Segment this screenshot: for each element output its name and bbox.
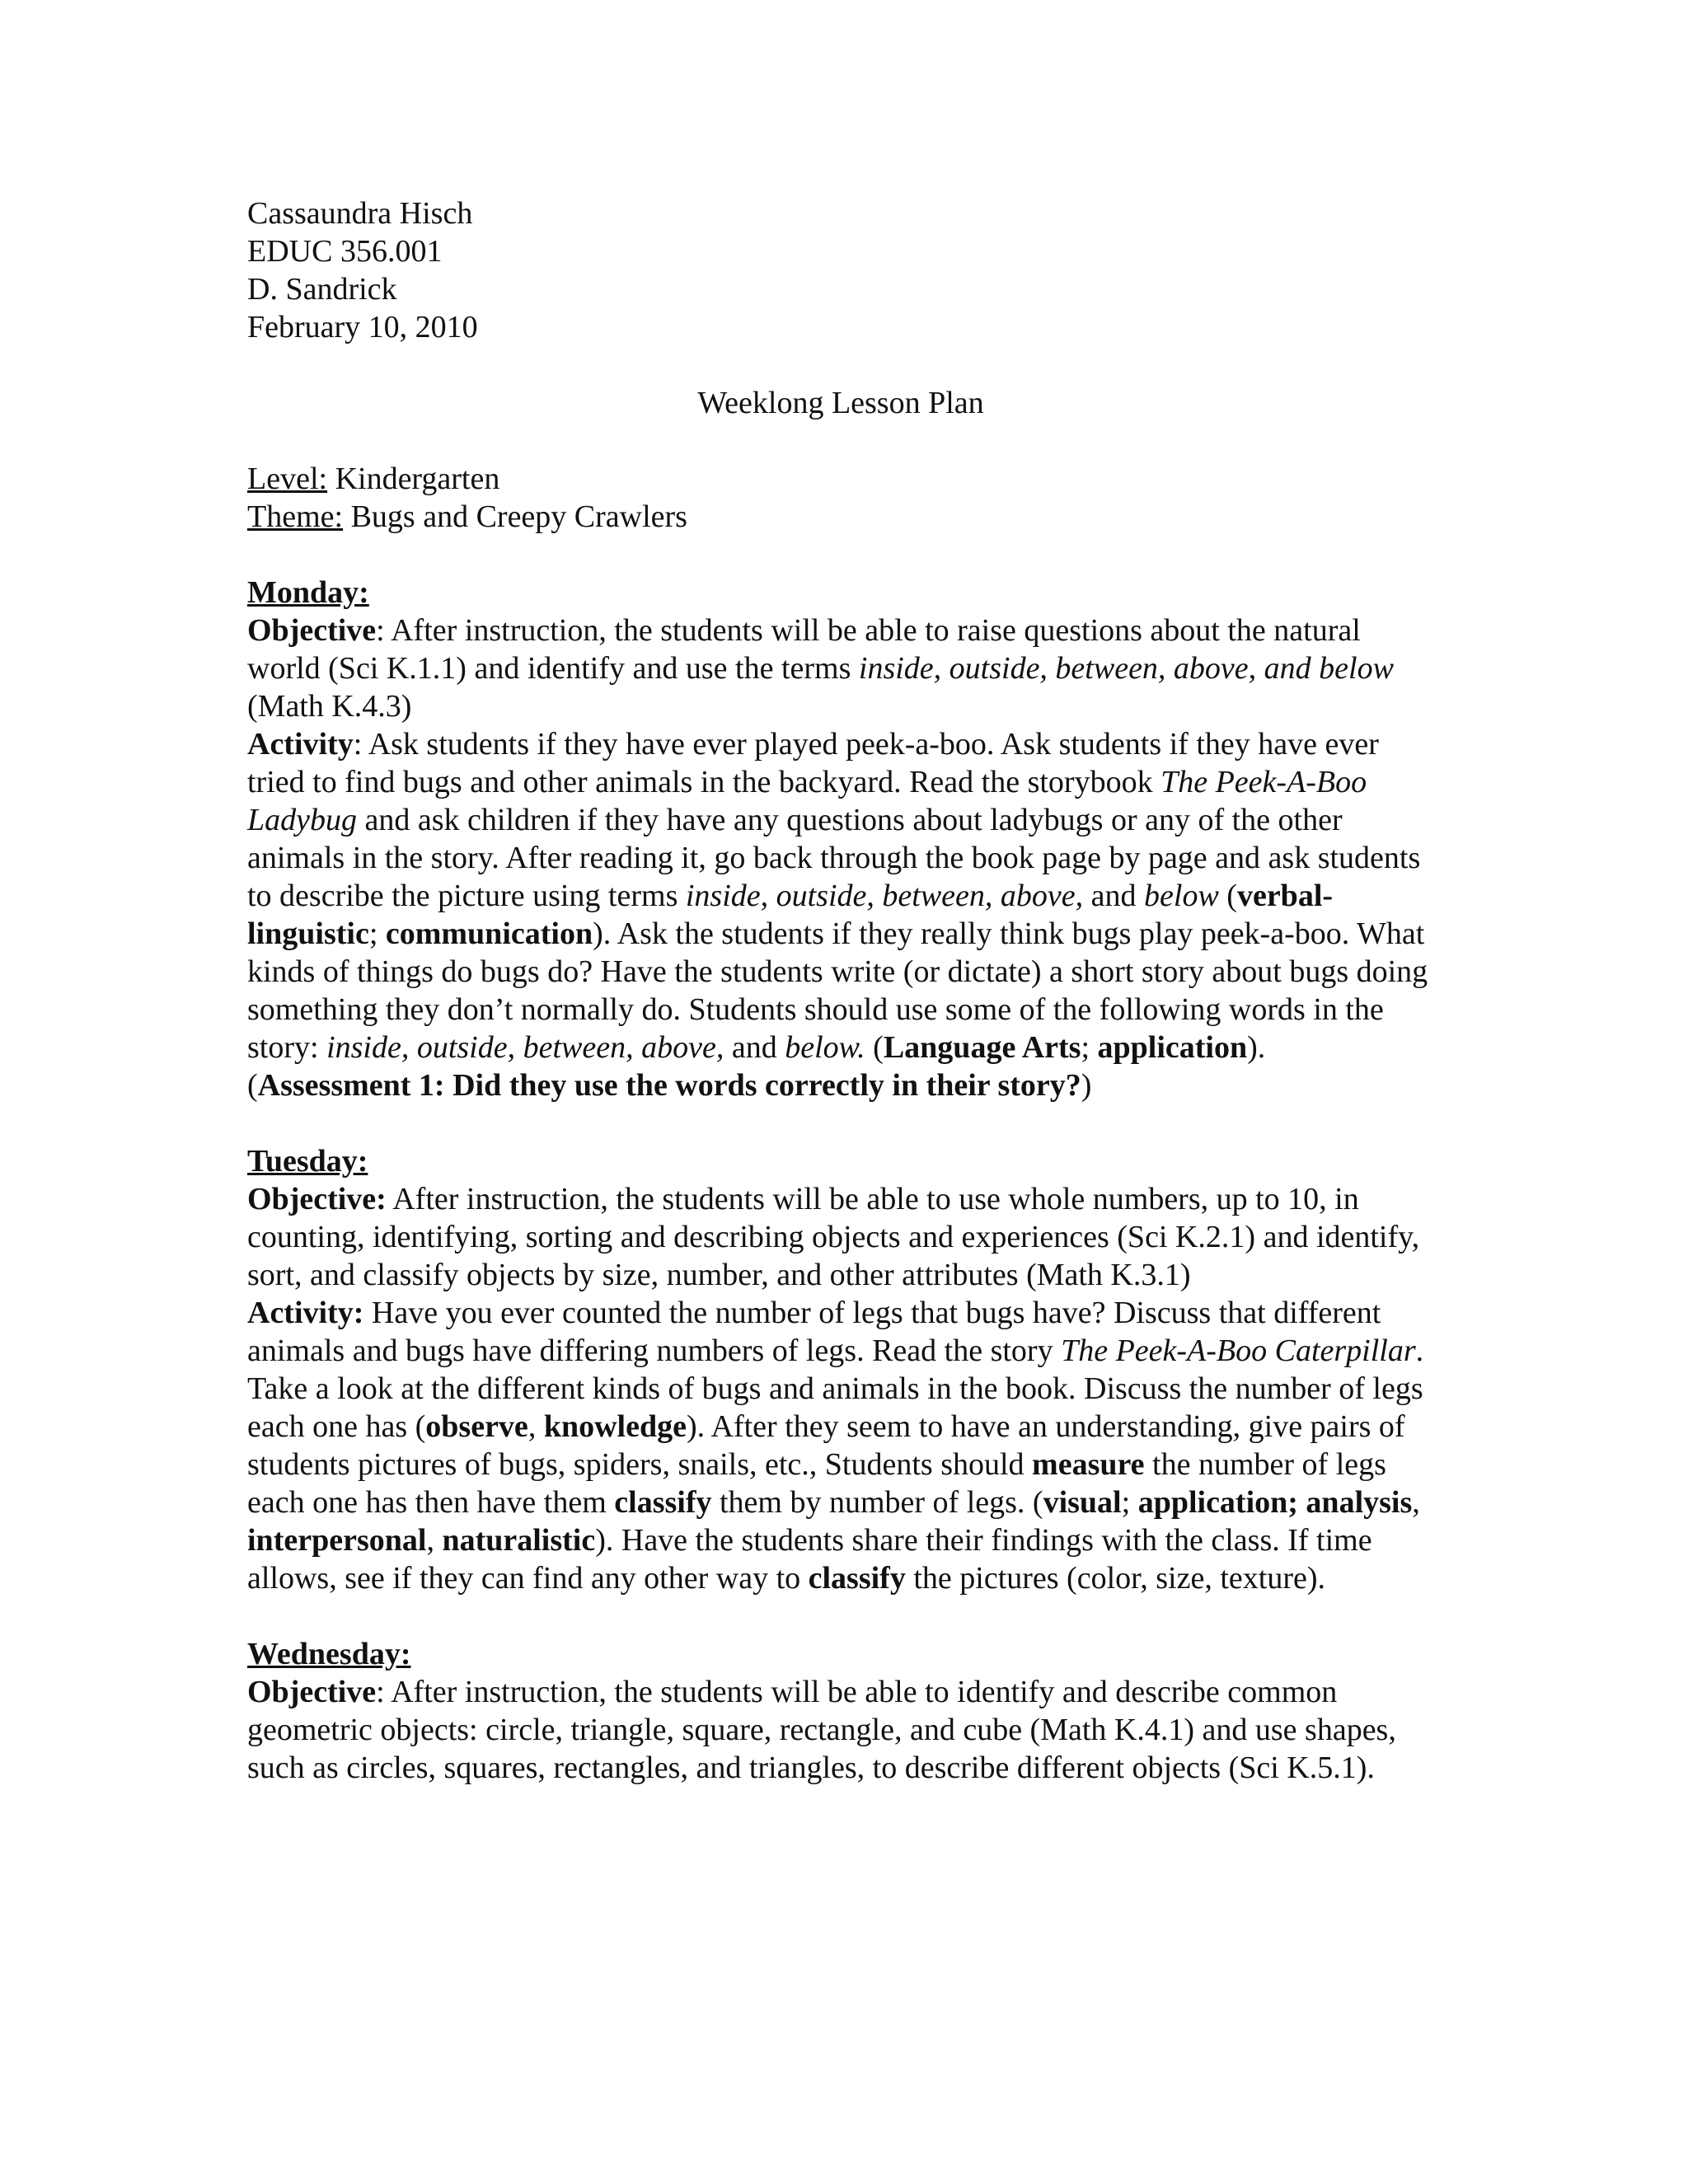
objective-label: Objective xyxy=(247,1675,377,1709)
activity-text: and xyxy=(724,1030,785,1065)
activity-text: ) xyxy=(1081,1068,1092,1103)
document-body xyxy=(247,194,1434,1825)
activity-terms: inside, outside, between, above, xyxy=(685,879,1084,913)
skill-tag: classify xyxy=(808,1561,906,1596)
objective-text: : After instruction, the students will be able to raise questions about the natural world (Sci K.1.1) and identify and use the terms xyxy=(247,613,1361,686)
assessment-note: Assessment 1: Did they use the words correctly in their story? xyxy=(257,1068,1081,1103)
skill-tag: communication xyxy=(385,916,593,951)
theme-value: Bugs and Creepy Crawlers xyxy=(343,499,687,534)
skill-tag: application; analysis xyxy=(1137,1485,1413,1520)
objective-text: (Math K.4.3) xyxy=(247,689,412,724)
tuesday-section xyxy=(247,1142,1434,1597)
tuesday-activity xyxy=(247,1294,1434,1597)
activity-text: ). Ask the students if they really think bugs play peek-a-boo. What kinds of things do bugs do? Have the students write (or dictate) a short story about bugs doing something they don’t normally do. Students should use some of the following words in the story: xyxy=(247,916,1428,1065)
monday-section xyxy=(247,574,1434,1104)
activity-terms: below xyxy=(1144,879,1219,913)
level-line xyxy=(247,460,1434,498)
wednesday-objective xyxy=(247,1673,1434,1787)
skill-tag: knowledge xyxy=(543,1409,687,1444)
activity-text: Have you ever counted the number of legs that bugs have? Discuss that different animals and bugs have differing numbers of legs. Read the story xyxy=(247,1296,1381,1368)
activity-text: them by number of legs. ( xyxy=(711,1485,1043,1520)
objective-text: After instruction, the students will be able to use whole numbers, up to 10, in counting, identifying, sorting and describing objects and experiences (Sci K.2.1) and identify, sort, and classify objects by size, number, and other attributes (Math K.3.1) xyxy=(247,1182,1420,1292)
activity-text: ( xyxy=(1218,879,1237,913)
level-label: Level: xyxy=(247,462,328,496)
intelligence-tag: interpersonal xyxy=(247,1523,427,1558)
activity-text: the number of legs each one has then have them xyxy=(247,1447,1386,1520)
wednesday-section xyxy=(247,1635,1434,1787)
activity-text: ( xyxy=(865,1030,884,1065)
activity-terms: inside, outside, between, above, xyxy=(326,1030,724,1065)
tuesday-heading: Tuesday: xyxy=(247,1144,368,1179)
activity-text: ). After they seem to have an understanding, give pairs of students pictures of bugs, spiders, snails, etc., Students should xyxy=(247,1409,1405,1482)
objective-text: : After instruction, the students will be able to identify and describe common geometric objects: circle, triangle, square, rectangle, and cube (Math K.4.1) and use shapes, such as circles, squares, rectangles, and triangles, to describe different objects (Sci K.5.1). xyxy=(247,1675,1396,1785)
header-block xyxy=(247,194,1434,346)
activity-text: ). Have the students share their findings with the class. If time allows, see if they can find any other way to xyxy=(247,1523,1372,1596)
activity-text: ). ( xyxy=(247,1030,1266,1103)
monday-activity xyxy=(247,725,1434,1104)
lesson-meta xyxy=(247,460,1434,536)
level-value: Kindergarten xyxy=(327,462,500,496)
intelligence-tag: visual xyxy=(1043,1485,1122,1520)
monday-heading: Monday: xyxy=(247,575,369,610)
theme-label: Theme: xyxy=(247,499,344,534)
activity-terms: below. xyxy=(785,1030,865,1065)
intelligence-tag: naturalistic xyxy=(442,1523,596,1558)
skill-tag: observe xyxy=(425,1409,528,1444)
activity-text: ; xyxy=(1081,1030,1098,1065)
activity-text: ; xyxy=(1121,1485,1138,1520)
author-name: Cassaundra Hisch xyxy=(247,196,473,231)
subject-tag: Language Arts xyxy=(883,1030,1081,1065)
course-code: EDUC 356.001 xyxy=(247,234,443,269)
objective-terms: inside, outside, between, above, and below xyxy=(858,651,1394,686)
document-date: February 10, 2010 xyxy=(247,310,478,344)
skill-tag: application xyxy=(1097,1030,1248,1065)
activity-text: the pictures (color, size, texture). xyxy=(905,1561,1326,1596)
activity-label: Activity: xyxy=(247,1296,364,1330)
activity-text: , xyxy=(426,1523,443,1558)
instructor-name: D. Sandrick xyxy=(247,272,397,307)
objective-label: Objective xyxy=(247,613,377,648)
skill-tag: classify xyxy=(614,1485,712,1520)
skill-tag: measure xyxy=(1032,1447,1145,1482)
activity-text: , xyxy=(1412,1485,1420,1520)
book-title: The Peek-A-Boo Caterpillar xyxy=(1061,1333,1416,1368)
activity-text: . Take a look at the different kinds of bugs and animals in the book. Discuss the number of legs each one has ( xyxy=(247,1333,1424,1444)
activity-text: ; xyxy=(368,916,386,951)
wednesday-heading: Wednesday: xyxy=(247,1637,411,1671)
objective-label: Objective: xyxy=(247,1182,387,1216)
activity-text: and xyxy=(1083,879,1145,913)
monday-objective xyxy=(247,612,1434,725)
intelligence-tag: verbal-linguistic xyxy=(247,879,1334,951)
page-title: Weeklong Lesson Plan xyxy=(697,386,984,420)
theme-line xyxy=(247,498,1434,536)
tuesday-objective xyxy=(247,1180,1434,1294)
activity-text: and ask children if they have any questions about ladybugs or any of the other animals in the story. After reading it, go back through the book page by page and ask students to describe the picture using terms xyxy=(247,803,1421,913)
book-title: The Peek-A-Boo Ladybug xyxy=(247,765,1367,837)
activity-text: : Ask students if they have ever played peek-a-boo. Ask students if they have ever tried to find bugs and other animals in the backyard. Read the storybook xyxy=(247,727,1379,799)
activity-label: Activity xyxy=(247,727,354,762)
activity-text: , xyxy=(528,1409,544,1444)
